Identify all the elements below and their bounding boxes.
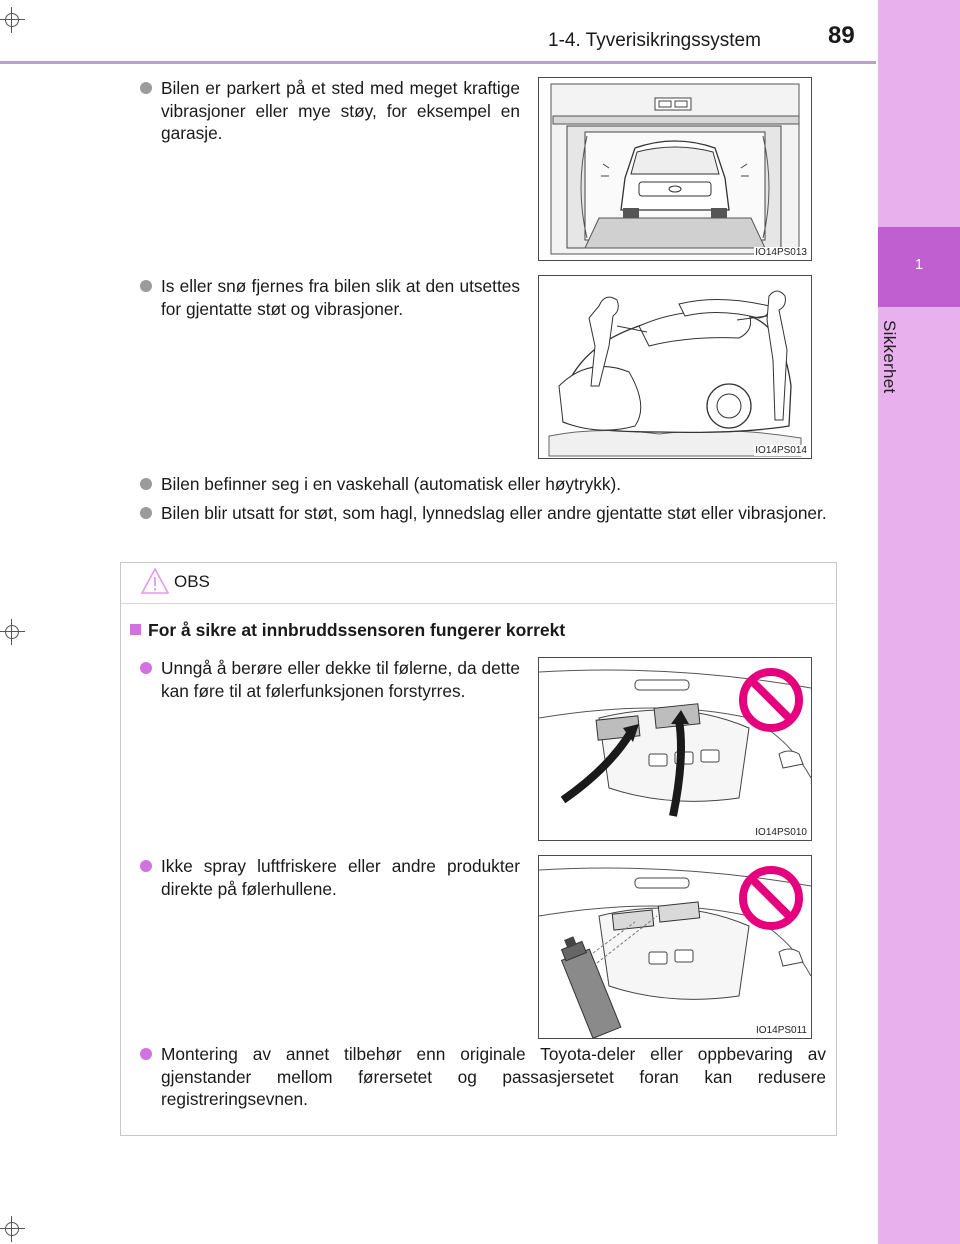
caution-item-text: Ikke spray luftfriskere eller andre produkter direkte på følerhullene. bbox=[161, 856, 520, 899]
figure-code: IO14PS014 bbox=[755, 445, 807, 456]
caution-label: OBS bbox=[174, 572, 210, 591]
square-bullet-icon bbox=[130, 624, 141, 635]
list-item-text: Is eller snø fjernes fra bilen slik at den utsettes for gjentatte støt og vibrasjoner. bbox=[161, 276, 520, 319]
bullet-icon bbox=[140, 82, 152, 94]
page-number: 89 bbox=[828, 22, 855, 49]
spray-can-illustration bbox=[538, 855, 812, 1039]
covered-sensors-illustration bbox=[538, 657, 812, 841]
caution-item bbox=[140, 1043, 826, 1111]
bullet-icon bbox=[140, 662, 152, 674]
snow-removal-illustration bbox=[538, 275, 812, 459]
prohibition-icon bbox=[737, 666, 805, 734]
caution-item bbox=[140, 657, 520, 702]
bullet-icon bbox=[140, 280, 152, 292]
prohibition-icon bbox=[737, 864, 805, 932]
list-item-text: Bilen er parkert på et sted med meget kraftige vibrasjoner eller mye støy, for eksempel en garasje. bbox=[161, 78, 520, 143]
registration-mark-icon bbox=[0, 619, 25, 645]
figure-code: IO14PS010 bbox=[755, 827, 807, 838]
list-item bbox=[140, 502, 830, 525]
warning-triangle-icon bbox=[140, 567, 170, 595]
bullet-icon bbox=[140, 1048, 152, 1060]
list-item-text: Bilen befinner seg i en vaskehall (automatisk eller høytrykk). bbox=[161, 474, 622, 494]
car-in-garage-illustration bbox=[538, 77, 812, 261]
registration-mark-icon bbox=[0, 1216, 25, 1242]
bullet-icon bbox=[140, 478, 152, 490]
chapter-title: Sikkerhet bbox=[880, 320, 899, 394]
caution-subheading bbox=[130, 620, 565, 641]
caution-subheading-text: For å sikre at innbruddssensoren fungerer korrekt bbox=[148, 620, 566, 640]
caution-header bbox=[121, 563, 835, 604]
list-item bbox=[140, 77, 520, 145]
list-item bbox=[140, 275, 520, 320]
figure-code: IO14PS013 bbox=[755, 247, 807, 258]
header-divider bbox=[0, 61, 876, 64]
figure-code: IO14PS011 bbox=[756, 1025, 807, 1036]
registration-mark-icon bbox=[0, 7, 25, 33]
bullet-icon bbox=[140, 507, 152, 519]
list-item bbox=[140, 473, 830, 496]
section-title: 1-4. Tyverisikringssystem bbox=[548, 30, 761, 51]
caution-item-text: Unngå å berøre eller dekke til følerne, da dette kan føre til at følerfunksjonen forstyrres. bbox=[161, 658, 520, 701]
bullet-icon bbox=[140, 860, 152, 872]
chapter-number: 1 bbox=[914, 256, 924, 273]
chapter-tab bbox=[878, 0, 960, 1244]
caution-item bbox=[140, 855, 520, 900]
caution-item-text: Montering av annet tilbehør enn originale Toyota-deler eller oppbevaring av gjenstander mellom førersetet og passasjersetet foran kan redusere registreringsevnen. bbox=[161, 1044, 826, 1109]
list-item-text: Bilen blir utsatt for støt, som hagl, lynnedslag eller andre gjentatte støt eller vibrasjoner. bbox=[161, 503, 827, 523]
